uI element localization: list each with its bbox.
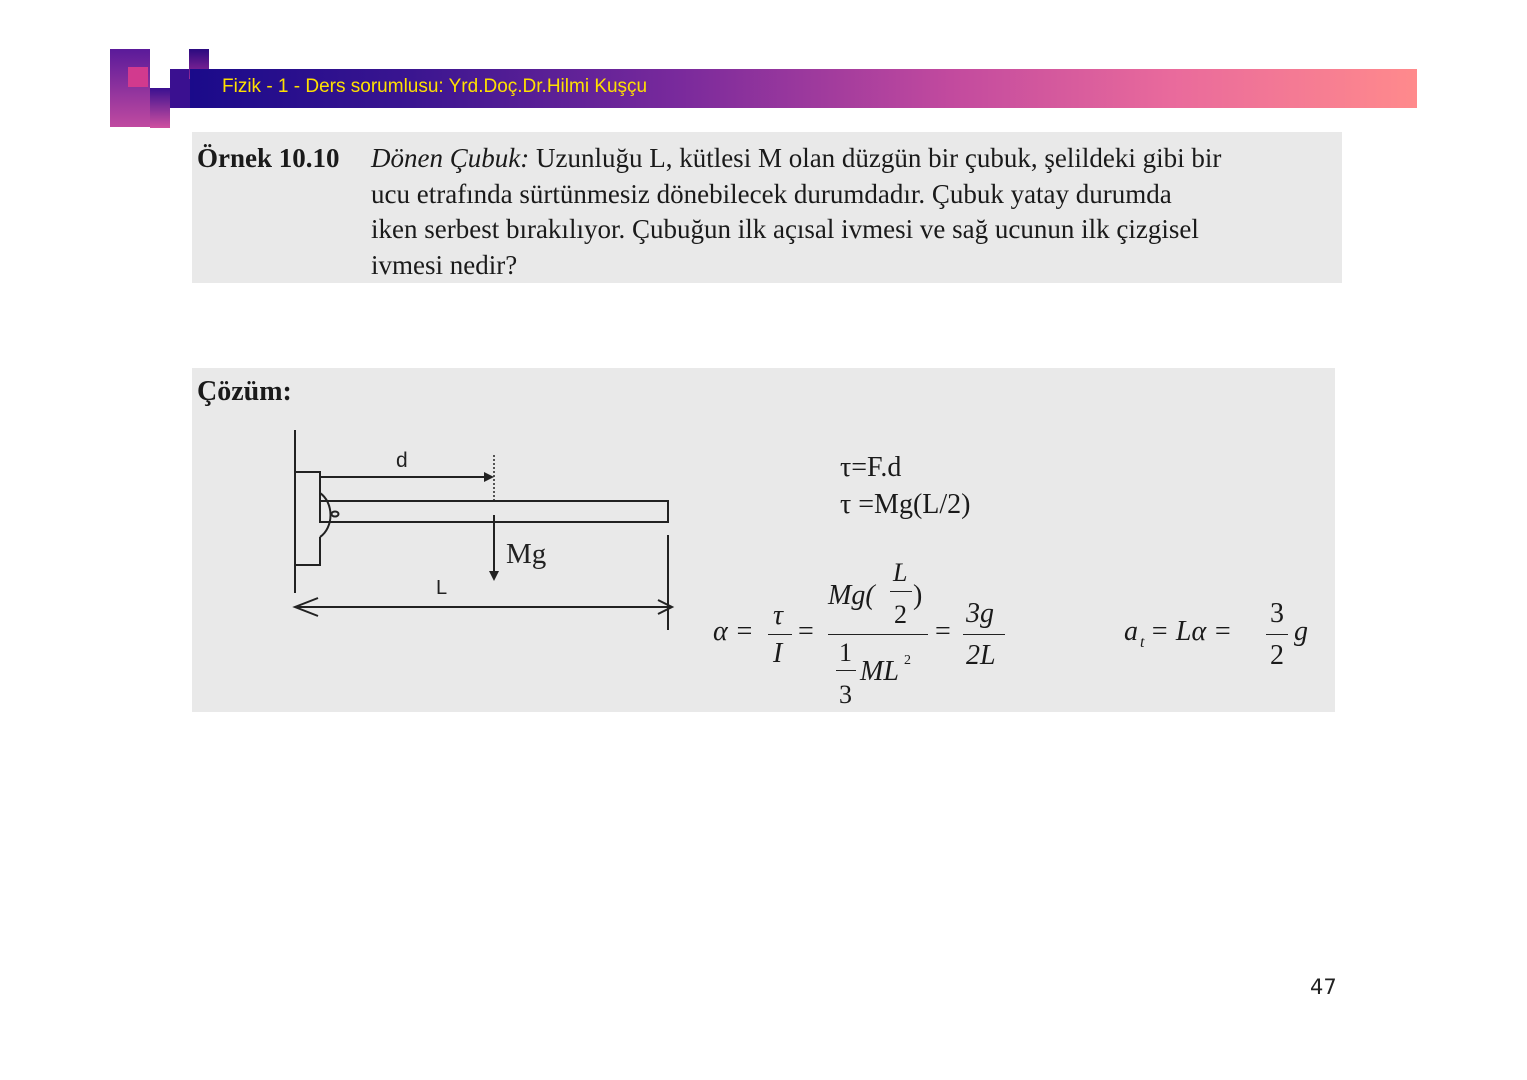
at-sub: t [1140, 634, 1145, 651]
alpha-eq: = [798, 616, 814, 647]
alpha-tau: τ [773, 600, 784, 631]
problem-line-1-text: Uzunluğu L, kütlesi M olan düzgün bir çubuk, şelildeki gibi bir [529, 143, 1222, 173]
problem-line-2: ucu etrafında sürtünmesiz dönebilecek durumdadır. Çubuk yatay durumda [371, 179, 1172, 209]
page-number: 47 [1310, 975, 1337, 999]
at-a: a [1124, 616, 1138, 647]
torque-equation-1: τ=F.d [840, 452, 902, 483]
alpha-frac-bar-2 [828, 634, 928, 635]
alpha-I: I [773, 638, 783, 669]
alpha-frac-bar-1 [768, 634, 792, 635]
rod-diagram [280, 425, 690, 635]
problem-line-3: iken serbest bırakılıyor. Çubuğun ilk açısal ivmesi ve sağ ucunun ilk çizgisel [371, 214, 1199, 244]
problem-title: Dönen Çubuk: [371, 143, 530, 173]
example-label: Örnek 10.10 [197, 143, 340, 173]
at-mid: = Lα = [1150, 616, 1233, 647]
at-den: 2 [1270, 640, 1284, 671]
problem-line-1 [371, 143, 1221, 174]
alpha-frac-bar-third [836, 670, 856, 671]
alpha-den: 2L [966, 640, 996, 671]
d-label: d [396, 449, 408, 472]
alpha-three: 3 [839, 680, 852, 709]
bracket-top [295, 472, 320, 500]
bracket-bottom [295, 537, 320, 565]
alpha-frac-bar-3 [963, 634, 1005, 635]
pivot-hole [332, 512, 339, 517]
solution-label: Çözüm: [197, 376, 292, 407]
at-num: 3 [1270, 598, 1284, 629]
alpha-mg-open: Mg( [828, 580, 875, 611]
alpha-one: 1 [839, 638, 852, 667]
mg-arrow-head [489, 571, 499, 581]
alpha-eq-2: = [935, 616, 951, 647]
l-label: L [436, 577, 448, 599]
at-frac-bar [1266, 634, 1288, 635]
at-g: g [1294, 616, 1308, 647]
pivot-arc [320, 493, 331, 537]
mg-label: Mg [506, 538, 547, 570]
alpha-num: 3g [966, 598, 994, 629]
alpha-lhs: α = [713, 616, 754, 647]
problem-line-4: ivmesi nedir? [371, 250, 518, 280]
alpha-ML: ML [860, 656, 899, 687]
alpha-square: 2 [904, 653, 911, 668]
header-title: Fizik - 1 - Ders sorumlusu: Yrd.Doç.Dr.Hilmi Kuşçu [222, 76, 648, 97]
alpha-close: ) [913, 580, 923, 611]
alpha-frac-bar-inner [890, 591, 912, 592]
alpha-L: L [893, 558, 908, 587]
d-arrow-head [484, 472, 494, 482]
torque-equation-2: τ =Mg(L/2) [840, 489, 971, 520]
alpha-two: 2 [894, 600, 907, 629]
